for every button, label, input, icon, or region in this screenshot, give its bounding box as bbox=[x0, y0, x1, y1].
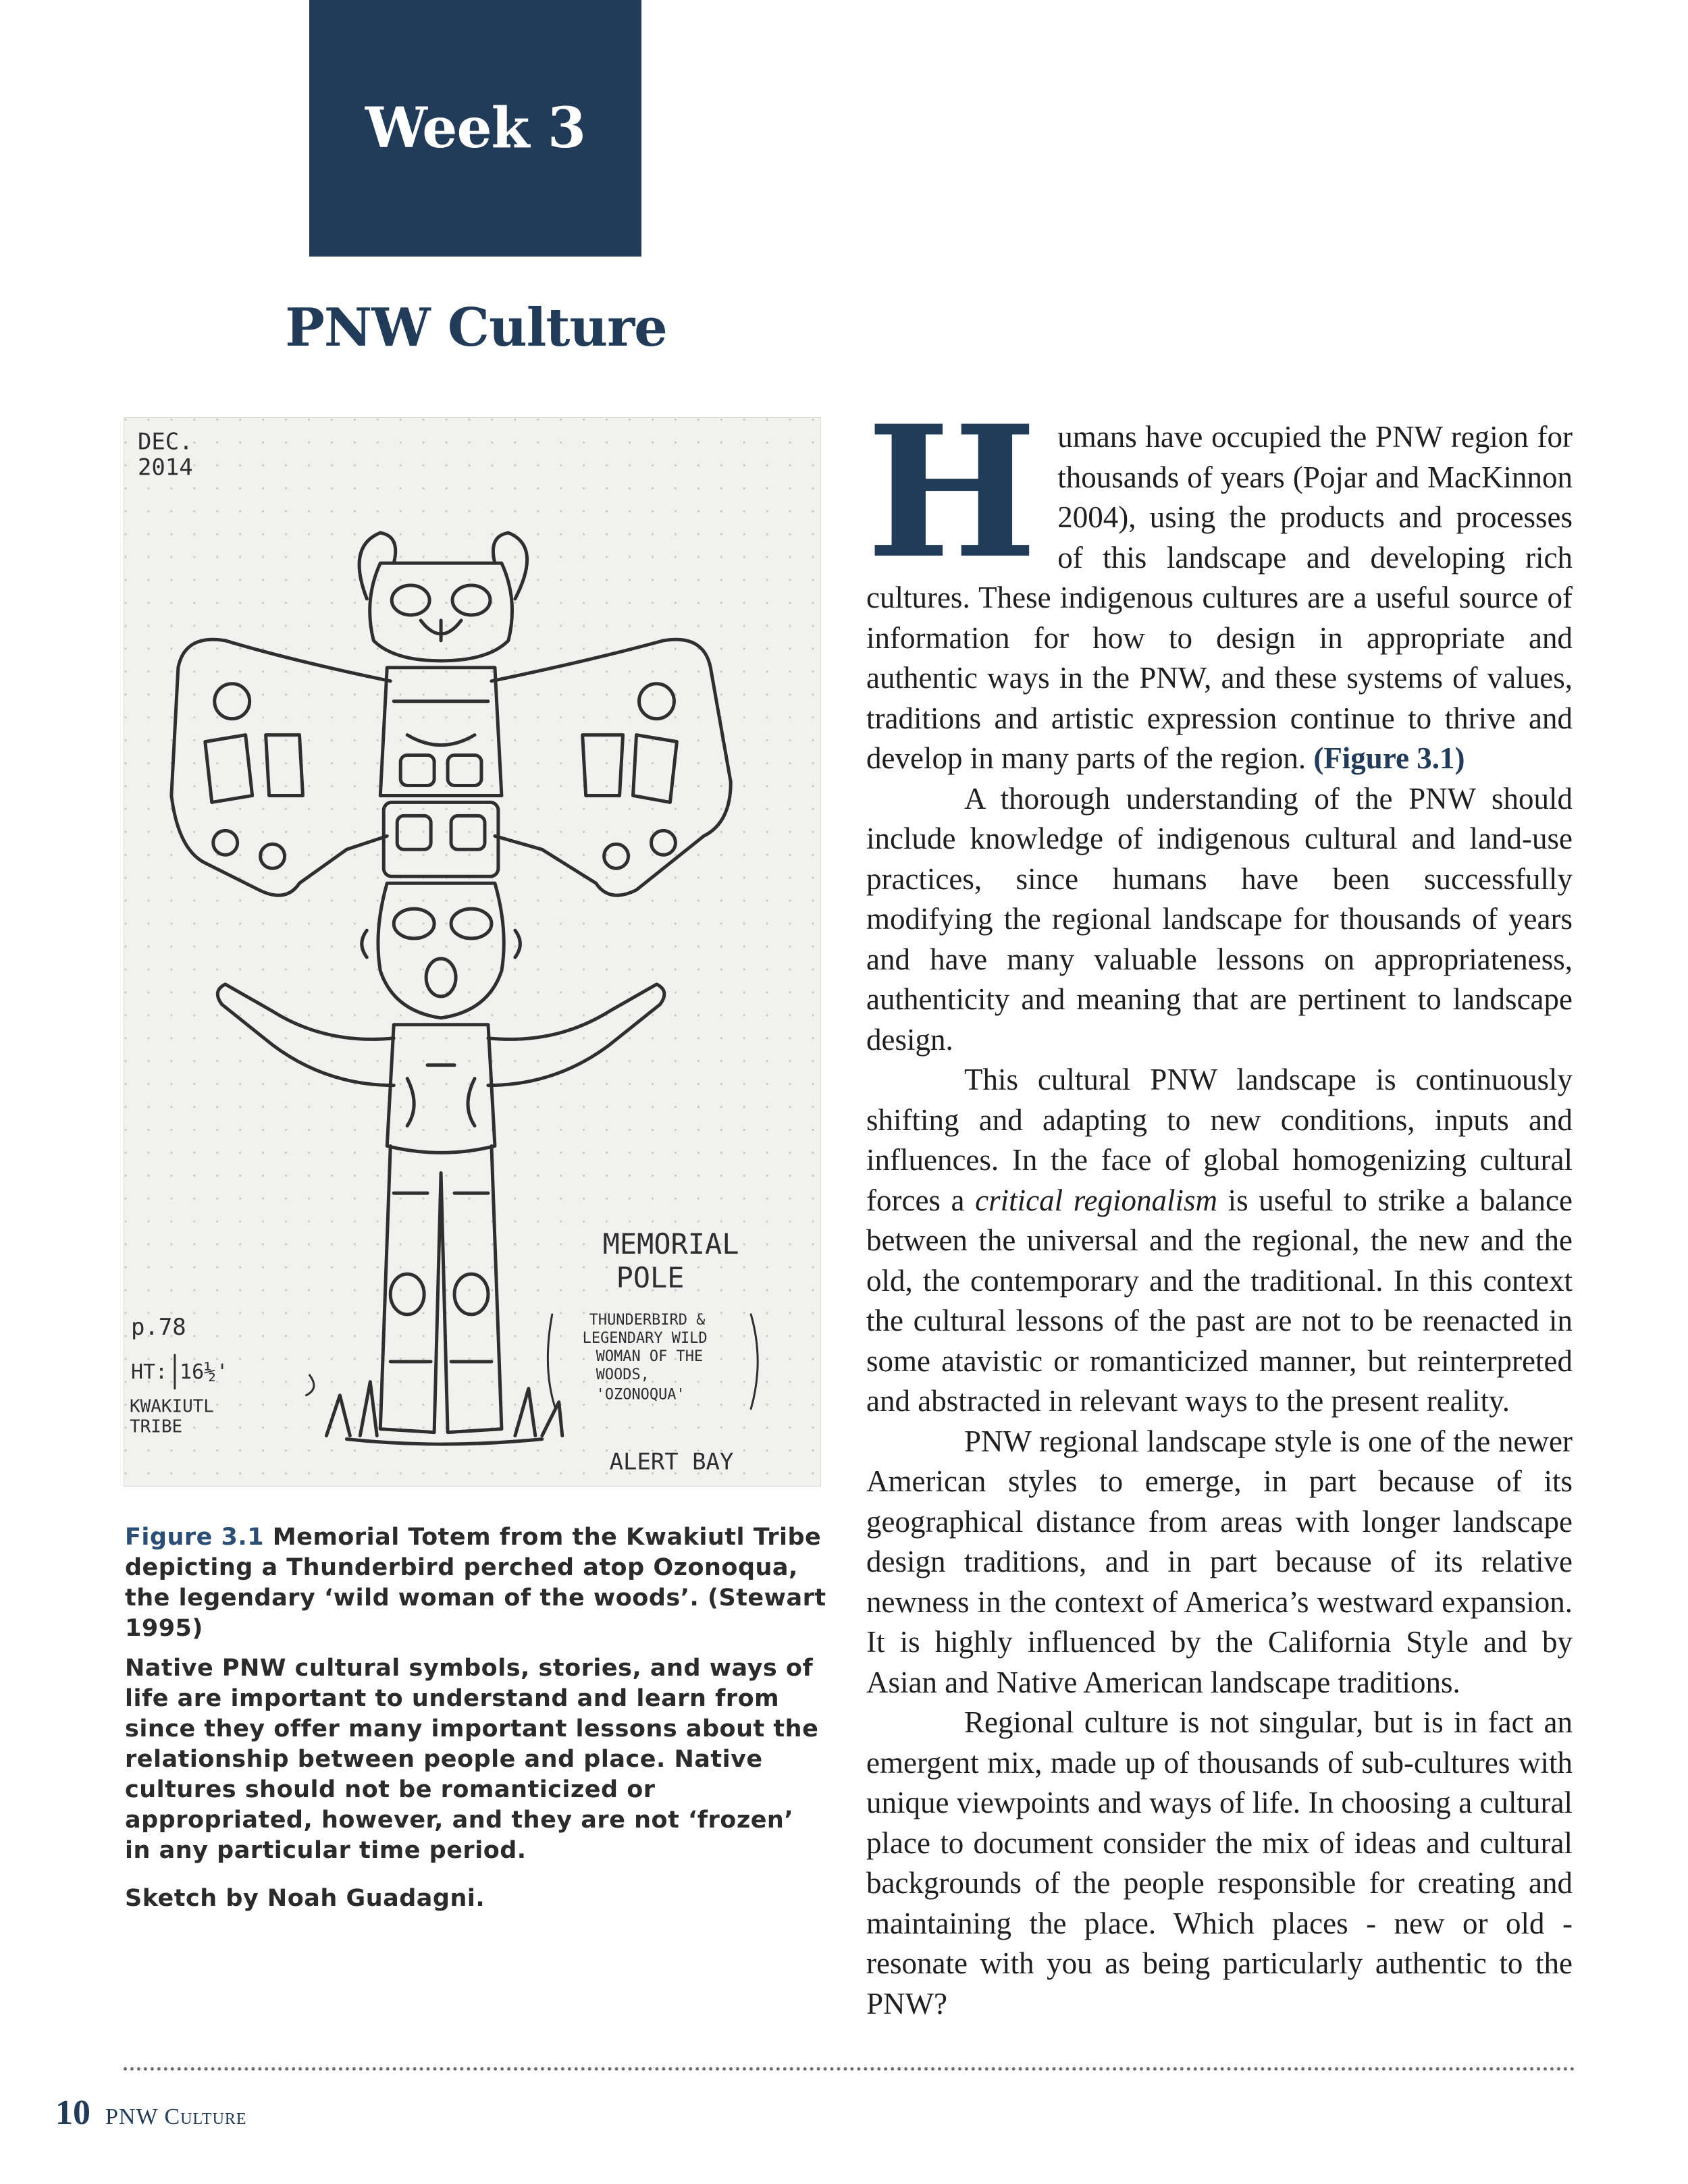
critical-regionalism-term: critical regionalism bbox=[975, 1183, 1218, 1217]
page-number: 10 bbox=[55, 2094, 90, 2132]
sketch-credit: Sketch by Noah Guadagni. bbox=[125, 1885, 485, 1912]
caption-text: Memorial Totem from the Kwakiutl Tribe depicting a Thunderbird perched atop Ozonoqua, the legendary ‘wild woman of the woods’. (Stewart 1995) bbox=[125, 1524, 826, 1642]
paragraph-4: PNW regional landscape style is one of the newer American styles to emerge, in part because of its geographical distance from areas with longer landscape design traditions, and in part because of its relative newness in the context of America’s westward expansion. It is highly influenced by the California Style and by Asian and Native American landscape traditions. bbox=[866, 1424, 1573, 1699]
totem-sketch bbox=[124, 418, 820, 1486]
paragraph-3 bbox=[866, 1060, 1573, 1422]
sketch-page: p.78 bbox=[130, 1314, 186, 1341]
sketch-title-line-2: POLE bbox=[616, 1261, 685, 1295]
sketch-location: ALERT BAY bbox=[609, 1449, 734, 1476]
body-text bbox=[866, 386, 1573, 2024]
sketch-title-line-1: MEMORIAL bbox=[602, 1227, 739, 1261]
sketch-height: HT: 16½' bbox=[130, 1360, 229, 1384]
week-label: Week 3 bbox=[365, 96, 586, 161]
figure-label: Figure 3.1 bbox=[125, 1524, 265, 1551]
paragraph-3-start: This cultural PNW landscape is continuously shifting and adapting to new conditions, inputs and influences. In the face of global homogenizing cultural forces a bbox=[866, 1063, 1573, 1217]
week-banner bbox=[309, 0, 641, 257]
sketch-tribe-line-2: TRIBE bbox=[129, 1416, 183, 1437]
paragraph-1 bbox=[866, 386, 1573, 779]
page-footer bbox=[55, 2093, 247, 2133]
totem-sketch-figure bbox=[124, 417, 821, 1487]
figure-reference-link[interactable]: (Figure 3.1) bbox=[1313, 741, 1465, 775]
sketch-subject-line-2: LEGENDARY WILD bbox=[582, 1329, 708, 1347]
paragraph-2: A thorough understanding of the PNW should include knowledge of indigenous cultural and land-use practices, since humans have been successfully modifying the regional landscape for thousands of years and have many valuable lessons on appropriateness, authenticity and meaning that are pertinent to landscape design. bbox=[866, 781, 1573, 1057]
sketch-subject-line-1: THUNDERBIRD & bbox=[589, 1311, 706, 1329]
sketch-date-line-2: 2014 bbox=[137, 454, 193, 481]
sketch-date-line-1: DEC. bbox=[137, 429, 193, 456]
sketch-subject-line-4: WOODS, bbox=[596, 1366, 650, 1383]
page-title: PNW Culture bbox=[285, 297, 667, 358]
paragraph-5: Regional culture is not singular, but is in fact an emergent mix, made up of thousands of sub-cultures with unique viewpoints and ways of life. In choosing a cultural place to document consider the mix of ideas and cultural backgrounds of the people responsible for creating and maintaining the place. Which places - new or old - resonate with you as being particularly authentic to the PNW? bbox=[866, 1705, 1573, 2021]
sketch-subject-line-5: 'OZONOQUA' bbox=[596, 1386, 685, 1404]
drop-cap: H bbox=[866, 386, 1038, 599]
caption-note: Native PNW cultural symbols, stories, and ways of life are important to understand and learn from since they offer many important lessons about the relationship between people and place. Native cultures should not be romanticized or appropriated, however, and they are not ‘frozen’ in any particular time period. bbox=[125, 1655, 819, 1864]
sketch-tribe-line-1: KWAKIUTL bbox=[129, 1396, 214, 1417]
footer-divider bbox=[124, 2067, 1575, 2071]
caption-main bbox=[125, 1522, 827, 1644]
figure-caption bbox=[125, 1522, 827, 1923]
paragraph-1-text: umans have occupied the PNW region for thousands of years (Pojar and MacKinnon 2004), using the products and processes of this landscape and developing rich cultures. These indigenous cultures are a useful source of information for how to design in appropriate and authentic ways in the PNW, and these systems of values, traditions and artistic expression continue to thrive and develop in many parts of the region. bbox=[866, 420, 1573, 775]
paragraph-3-end: is useful to strike a balance between the universal and the regional, the new and the old, the contemporary and the traditional. In this context the cultural lessons of the past are not to be reenacted in some atavistic or romanticized manner, but reinterpreted and abstracted in relevant ways to the present reality. bbox=[866, 1183, 1573, 1418]
sketch-subject-line-3: WOMAN OF THE bbox=[596, 1348, 704, 1365]
footer-section-title: PNW Culture bbox=[105, 2104, 247, 2129]
